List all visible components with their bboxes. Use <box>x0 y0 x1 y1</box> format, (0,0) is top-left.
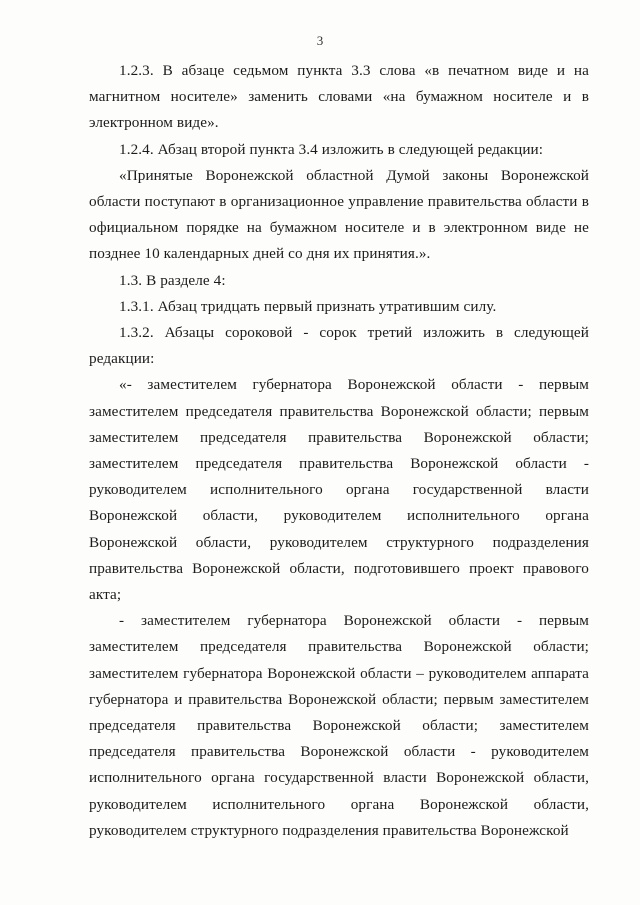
paragraph-1-2-4: 1.2.4. Абзац второй пункта 3.4 изложить в следующей редакции: <box>119 140 544 158</box>
document-body <box>89 58 589 844</box>
paragraph-1-3-2: 1.3.2. Абзацы сороковой - сорок третий изложить в следующей редакции: <box>89 324 589 368</box>
quoted-paragraph-deputies-2: - заместителем губернатора Воронежской области - первым заместителем председателя правительства Воронежской области; заместителем губернатора Воронежской области – руководителем аппарата губернатора и правительства Воронежской области; первым заместителем председателя правительства Воронежской области; заместителем председателя правительства Воронежской области - руководителем исполнительного органа государственной власти Воронежской области, руководителем исполнительного органа Воронежской области, руководителем структурного подразделения правительства Воронежской <box>89 612 589 839</box>
quoted-paragraph-laws: «Принятые Воронежской областной Думой законы Воронежской области поступают в организационное управление правительства области в официальном порядке на бумажном носителе и в электронном виде не позднее 10 календарных дней со дня их принятия.». <box>89 166 589 263</box>
paragraph-1-3: 1.3. В разделе 4: <box>119 271 226 289</box>
paragraph-1-3-1: 1.3.1. Абзац тридцать первый признать утратившим силу. <box>119 297 497 315</box>
quoted-paragraph-deputies-1: «- заместителем губернатора Воронежской области - первым заместителем председателя правительства Воронежской области; первым заместителем председателя правительства Воронежской области; заместителем председателя правительства Воронежской области - руководителем исполнительного органа государственной власти Воронежской области, руководителем исполнительного органа Воронежской области, руководителем структурного подразделения правительства Воронежской области, подготовившего проект правового акта; <box>89 376 589 604</box>
paragraph-1-2-3: 1.2.3. В абзаце седьмом пункта 3.3 слова «в печатном виде и на магнитном носителе» заменить словами «на бумажном носителе и в электронном виде». <box>89 62 589 132</box>
page-number: 3 <box>316 33 324 48</box>
